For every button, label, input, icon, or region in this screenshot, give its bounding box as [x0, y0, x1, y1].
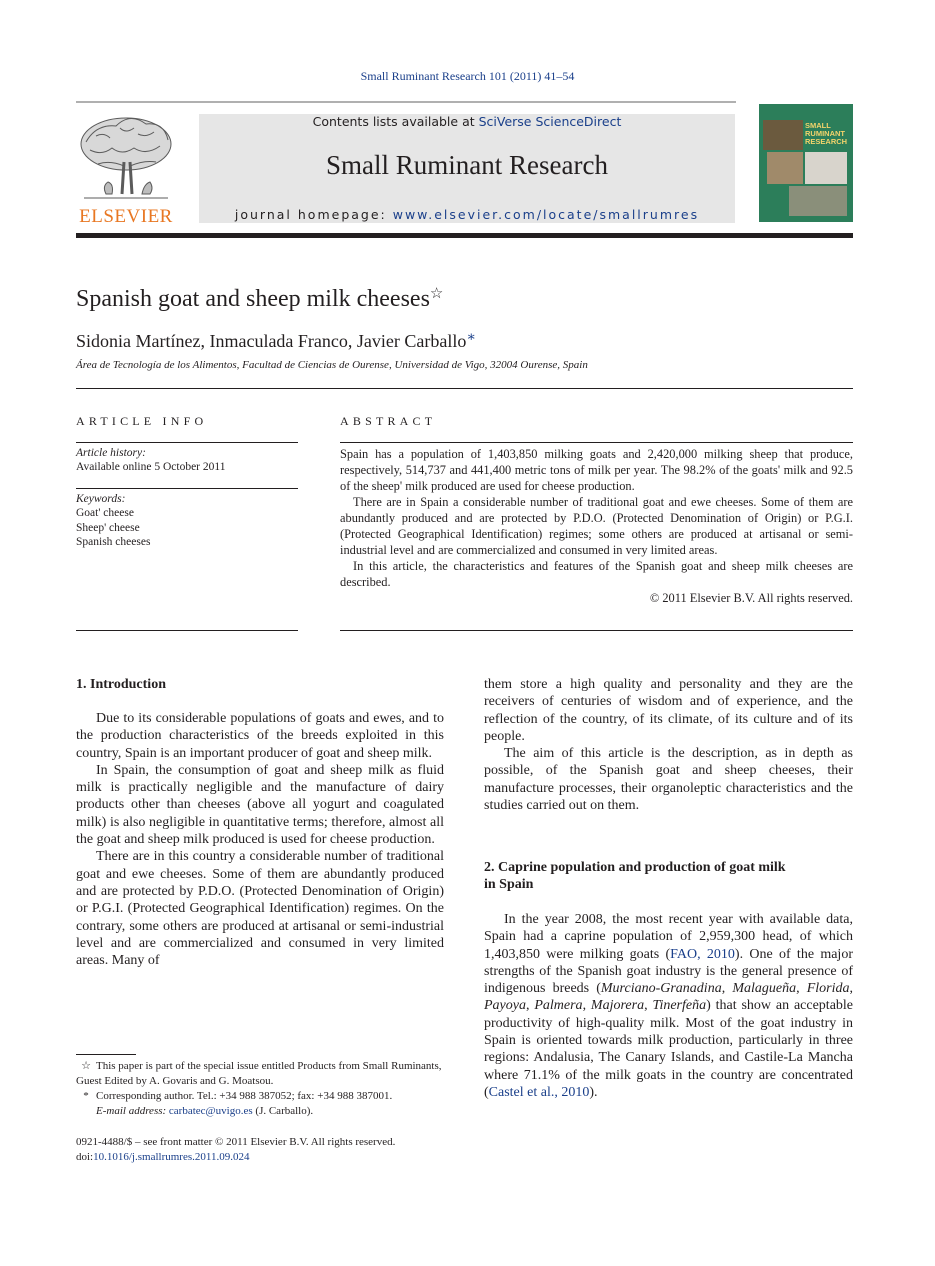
journal-name: Small Ruminant Research: [326, 150, 608, 180]
article-info-heading: ARTICLE INFO: [76, 414, 208, 428]
section-2-text: [484, 911, 853, 1101]
keyword-item: Sheep' cheese: [76, 521, 140, 534]
section-2-heading: [484, 859, 853, 894]
article-history-label: Article history:: [76, 447, 146, 459]
breed-name: Payoya: [484, 998, 526, 1014]
contents-line: [199, 114, 735, 129]
article-title: [76, 284, 443, 313]
abstract-rule-bottom: [340, 630, 853, 631]
body-paragraph: There are in this country a considerable number of traditional goat and ewe cheeses. Some of them are abundantly produced and are protected by P.D.O. (Protected Denomination of Origin) or P.G.I. (Protected Geographical Identification) regimes. On the contrary, some others are produced at artisanal or semi-industrial level and are commercialized and consumed in very limited areas. Many of: [76, 849, 444, 969]
section-2-heading-line-2: in Spain: [484, 877, 534, 893]
abstract-rule-top: [340, 442, 853, 443]
cover-title: SMALL RUMINANT RESEARCH: [805, 121, 848, 146]
title-footnote-text: This paper is part of the special issue entitled Products from Small Ruminants, Guest Edited by A. Govaris and G. Moatsou.: [76, 1060, 442, 1087]
article-info-rule-bottom: [76, 630, 298, 631]
abstract-paragraph: In this article, the characteristics and features of the Spanish goat and sheep milk cheeses are described.: [340, 559, 853, 589]
footnote-rule: [76, 1054, 136, 1055]
keyword-item: Spanish cheeses: [76, 535, 151, 548]
text-run: In the year 2008, the most recent year with available data, Spain had a caprine population of 2,959,300 head, of which 1,403,850 were milking goats (: [484, 912, 853, 962]
text-run: ) that show an acceptable productivity of high-quality milk. Most of the goat industry in Spain is oriented towards milk production, particularly in three regions: Andalusia, The Canary Islands, and Castile-La Mancha where 71.1% of the milk goats in the country are concentrated (: [484, 998, 854, 1100]
corresponding-author-mark[interactable]: ∗: [466, 330, 476, 345]
corresponding-footnote: [76, 1089, 444, 1119]
section-1-left-text: [76, 710, 444, 969]
author-list: [76, 329, 476, 352]
contents-prefix: Contents lists available at: [312, 114, 479, 129]
cover-photo-2: [767, 152, 803, 184]
body-paragraph: In the year 2008, the most recent year with available data, Spain had a caprine population of 2,959,300 head, of which 1,403,850 were milking goats (FAO, 2010). One of the major strengths of the Spanish goat industry is the general presence of indigenous breeds (Murciano-Granadina, Malagueña, Florida, Payoya, Palmera, Majorera, Tinerfeña) that show an acceptable productivity of high-quality milk. Most of the goat industry in Spain is oriented towards milk production, particularly in three regions: Andalusia, The Canary Islands, and Castile-La Mancha where 71.1% of the milk goats in the country are concentrated (Castel et al., 2010).: [484, 912, 854, 1100]
section-1-right-text: [484, 676, 853, 814]
section-1-heading: 1. Introduction: [76, 677, 166, 692]
masthead-bottom-rule: [76, 233, 853, 238]
elsevier-wordmark: ELSEVIER: [79, 206, 173, 227]
breed-name: Florida: [806, 981, 850, 997]
copyright-notice: © 2011 Elsevier B.V. All rights reserved.: [649, 591, 853, 605]
cover-photo-3: [805, 152, 847, 184]
affiliation: Área de Tecnología de los Alimentos, Facultad de Ciencias de Ourense, Universidad de Vigo, 32004 Ourense, Spain: [76, 359, 588, 371]
header-rule: [76, 101, 736, 103]
keywords-block: [76, 492, 298, 549]
abstract-heading: ABSTRACT: [340, 414, 437, 428]
keyword-item: Goat' cheese: [76, 507, 134, 520]
corresponding-footnote-text: Corresponding author. Tel.: +34 988 387052; fax: +34 988 387001.: [96, 1090, 393, 1102]
email-label: E-mail address:: [96, 1105, 167, 1117]
journal-cover-thumbnail[interactable]: [759, 104, 853, 222]
article-info-rule-mid: [76, 488, 298, 489]
article-info-rule-top: [76, 442, 298, 443]
email-link[interactable]: carbatec@uvigo.es: [168, 1105, 253, 1117]
title-footnote-mark[interactable]: ☆: [429, 286, 444, 302]
doi-prefix: doi:: [76, 1151, 94, 1163]
reference-link-fao[interactable]: FAO, 2010: [670, 946, 735, 962]
keywords-label: Keywords:: [76, 493, 126, 505]
breed-name: Majorera: [590, 998, 645, 1014]
front-matter-notice: [76, 1135, 476, 1165]
breed-name: Tinerfeña: [652, 998, 707, 1014]
issn-line: 0921-4488/$ – see front matter © 2011 Elsevier B.V. All rights reserved.: [76, 1136, 396, 1148]
abstract-body: [340, 446, 853, 606]
text-run: ).: [589, 1084, 598, 1100]
authors-text: Sidonia Martínez, Inmaculada Franco, Javier Carballo: [76, 331, 467, 351]
homepage-link[interactable]: www.elsevier.com/locate/smallrumres: [392, 207, 700, 222]
footnote-corr-mark: *: [83, 1090, 89, 1102]
article-title-text: Spanish goat and sheep milk cheeses: [76, 286, 430, 312]
breed-name: Palmera: [534, 998, 583, 1014]
doi-link[interactable]: 10.1016/j.smallrumres.2011.09.024: [93, 1151, 250, 1163]
email-suffix: (J. Carballo).: [252, 1105, 314, 1117]
abstract-paragraph: There are in Spain a considerable number of traditional goat and ewe cheeses. Some of them are abundantly produced and are protected by P.D.O. (Protected Denomination of Origin) or P.G.I. (Protected Geographical Identification) regimes; some others are produced at artisanal or semi-industrial level and are commercialized and consumed in very limited areas.: [340, 495, 853, 557]
section-2-heading-line-1: 2. Caprine population and production of goat milk: [484, 860, 786, 875]
body-paragraph-continued: them store a high quality and personality and they are the receivers of centuries of wisdom and of experience, and the reflection of the country, of its climate, of its culture and of its people.: [484, 677, 853, 744]
body-paragraph: The aim of this article is the description, as in depth as possible, of the Spanish goat and sheep cheeses, their manufacture processes, their organoleptic characteristics and the studies carried out on them.: [484, 746, 853, 814]
breed-name: Murciano-Granadina: [600, 981, 722, 997]
title-block-rule: [76, 388, 853, 389]
journal-citation[interactable]: Small Ruminant Research 101 (2011) 41–54: [360, 69, 575, 83]
article-history-value: Available online 5 October 2011: [76, 461, 226, 474]
cover-photo-4: [789, 186, 847, 216]
article-history: [76, 446, 298, 475]
body-paragraph: In Spain, the consumption of goat and sheep milk as fluid milk is practically negligible and the manufacture of dairy products other than cheeses (above all yogurt and coagulated milk) is also negligible in quantitative terms; therefore, almost all the goat and sheep milk produced is used for cheese production.: [76, 762, 444, 848]
body-paragraph: Due to its considerable populations of goats and ewes, and to the production characteristics of the breeds exploited in this country, Spain is an important producer of goat and sheep milk.: [76, 711, 444, 761]
sciencedirect-link[interactable]: SciVerse ScienceDirect: [478, 114, 622, 129]
journal-masthead: [199, 114, 735, 223]
journal-homepage: [199, 207, 735, 222]
title-footnote: [76, 1059, 444, 1089]
footnote-star-mark: ☆: [81, 1060, 91, 1072]
abstract-paragraph: Spain has a population of 1,403,850 milking goats and 2,420,000 milking sheep that produce, respectively, 514,737 and 441,400 metric tons of milk per year. The 98.2% of the goats' milk and 92.5 of the sheep' milk produced are used for cheese production.: [340, 447, 853, 493]
text-run: ). One of the major strengths of the Spanish goat industry is the general presence of indigenous breeds (: [484, 946, 853, 997]
cover-photo-1: [763, 120, 803, 150]
homepage-prefix: journal homepage:: [234, 207, 393, 222]
breed-name: Malagueña: [732, 981, 797, 997]
reference-link-castel[interactable]: Castel et al., 2010: [488, 1084, 590, 1100]
